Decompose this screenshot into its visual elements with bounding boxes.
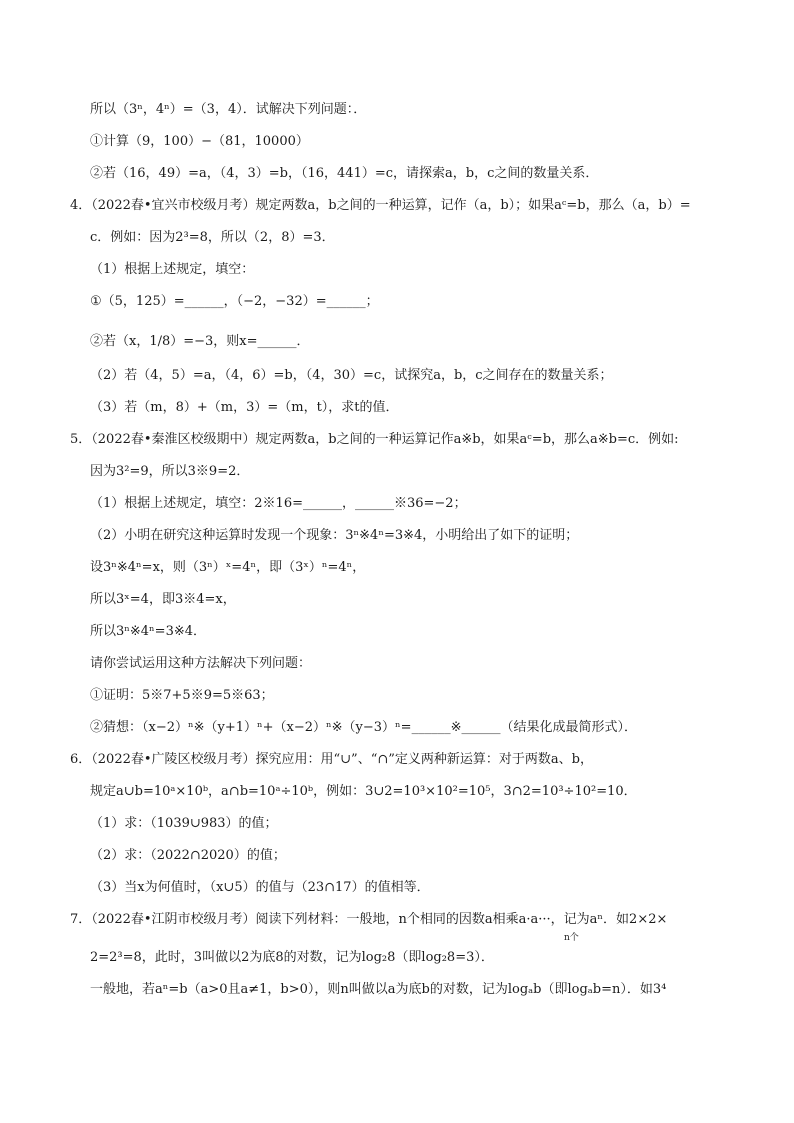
line-1 — [0, 98, 794, 122]
line-text: 一般地，若aⁿ=b（a>0且a≠1，b>0），则n叫做以a为底b的对数，记为logₐb（即logₐb=n）．如3⁴ — [90, 982, 667, 997]
line-text: （2）若（4，5）=a，（4，6）=b，（4，30）=c，试探究a，b，c之间存在的数量关系； — [90, 368, 613, 383]
line-text: ②若（16，49）=a，（4，3）=b，（16，441）=c，请探索a，b，c之间的数量关系． — [90, 166, 599, 181]
line-text: （1）根据上述规定，填空： — [90, 262, 255, 277]
line-2 — [0, 130, 794, 154]
line-8 — [0, 326, 794, 358]
line-15 — [0, 556, 794, 580]
line-18 — [0, 652, 794, 676]
line-text: ①计算（9，100）−（81，10000） — [90, 134, 309, 149]
line-text: 7．（2022春•江阴市校级月考）阅读下列材料：一般地，n个相同的因数a相乘a·a···，记为aⁿ．如2×2× — [70, 912, 668, 927]
line-27 — [0, 946, 794, 970]
line-text: 设3ⁿ※4ⁿ=x，则（3ⁿ）ˣ=4ⁿ，即（3ˣ）ⁿ=4ⁿ， — [90, 560, 366, 575]
line-text: 请你尝试运用这种方法解决下列问题： — [90, 656, 312, 671]
line-23 — [0, 812, 794, 836]
line-text: ②猜想：（x−2）ⁿ※（y+1）ⁿ+（x−2）ⁿ※（y−3）ⁿ=______※______（结果化成最简形式）． — [90, 720, 637, 735]
problem-7-header — [0, 908, 794, 932]
line-25 — [0, 876, 794, 900]
line-text: （3）若（m，8）+（m，3）=（m，t），求t的值． — [90, 400, 399, 415]
line-text: 6．（2022春•广陵区校级月考）探究应用：用“∪”、“∩”定义两种新运算：对于两数a、b， — [70, 752, 593, 767]
problem-4-header — [0, 194, 794, 218]
line-7 — [0, 290, 794, 314]
line-10 — [0, 396, 794, 420]
problem-6-header — [0, 748, 794, 772]
line-text: 所以（3ⁿ，4ⁿ）=（3，4）．试解决下列问题：． — [90, 102, 367, 117]
line-12 — [0, 460, 794, 484]
line-text: （2）求：（2022∩2020）的值； — [90, 848, 286, 863]
line-16 — [0, 588, 794, 612]
line-text: c．例如：因为2³=8，所以（2，8）=3． — [90, 230, 335, 245]
problem-5-header — [0, 428, 794, 452]
underbrace-label: n个 — [564, 933, 579, 943]
line-text: （2）小明在研究这种运算时发现一个现象：3ⁿ※4ⁿ=3※4，小明给出了如下的证明； — [90, 528, 579, 543]
line-text: 规定a∪b=10ᵃ×10ᵇ，a∩b=10ᵃ÷10ᵇ，例如：3∪2=10³×10²=10⁵，3∩2=10³÷10²=10． — [90, 784, 637, 799]
line-text: 2=2³=8，此时，3叫做以2为底8的对数，记为log₂8（即log₂8=3）． — [90, 950, 494, 965]
line-text: 所以3ⁿ※4ⁿ=3※4． — [90, 624, 207, 639]
line-text: ①（5，125）=______，（−2，−32）=______； — [90, 294, 379, 309]
line-3 — [0, 162, 794, 186]
line-text: （1）根据上述规定，填空：2※16=______，______※36=−2； — [90, 496, 467, 511]
line-24 — [0, 844, 794, 868]
line-text: ①证明：5※7+5※9=5※63； — [90, 688, 274, 703]
line-28 — [0, 978, 794, 1002]
line-text: 4．（2022春•宜兴市校级月考）规定两数a，b之间的一种运算，记作（a，b）；如果aᶜ=b，那么（a，b）= — [70, 198, 691, 213]
line-text: 所以3ˣ=4，即3※4=x， — [90, 592, 236, 607]
line-text: 5．（2022春•秦淮区校级期中）规定两数a，b之间的一种运算记作a※b，如果aᶜ=b，那么a※b=c．例如: — [70, 432, 679, 447]
line-14 — [0, 524, 794, 548]
line-22 — [0, 780, 794, 804]
line-20 — [0, 716, 794, 740]
line-text: 因为3²=9，所以3※9=2． — [90, 464, 250, 479]
line-9 — [0, 364, 794, 388]
line-5 — [0, 226, 794, 250]
line-6 — [0, 258, 794, 282]
line-17 — [0, 620, 794, 644]
line-text: ②若（x，1/8）=−3，则x=______． — [90, 334, 310, 349]
line-text: （3）当x为何值时，（x∪5）的值与（23∩17）的值相等． — [90, 880, 430, 895]
line-19 — [0, 684, 794, 708]
line-13 — [0, 492, 794, 516]
line-text: （1）求：（1039∪983）的值； — [90, 816, 278, 831]
